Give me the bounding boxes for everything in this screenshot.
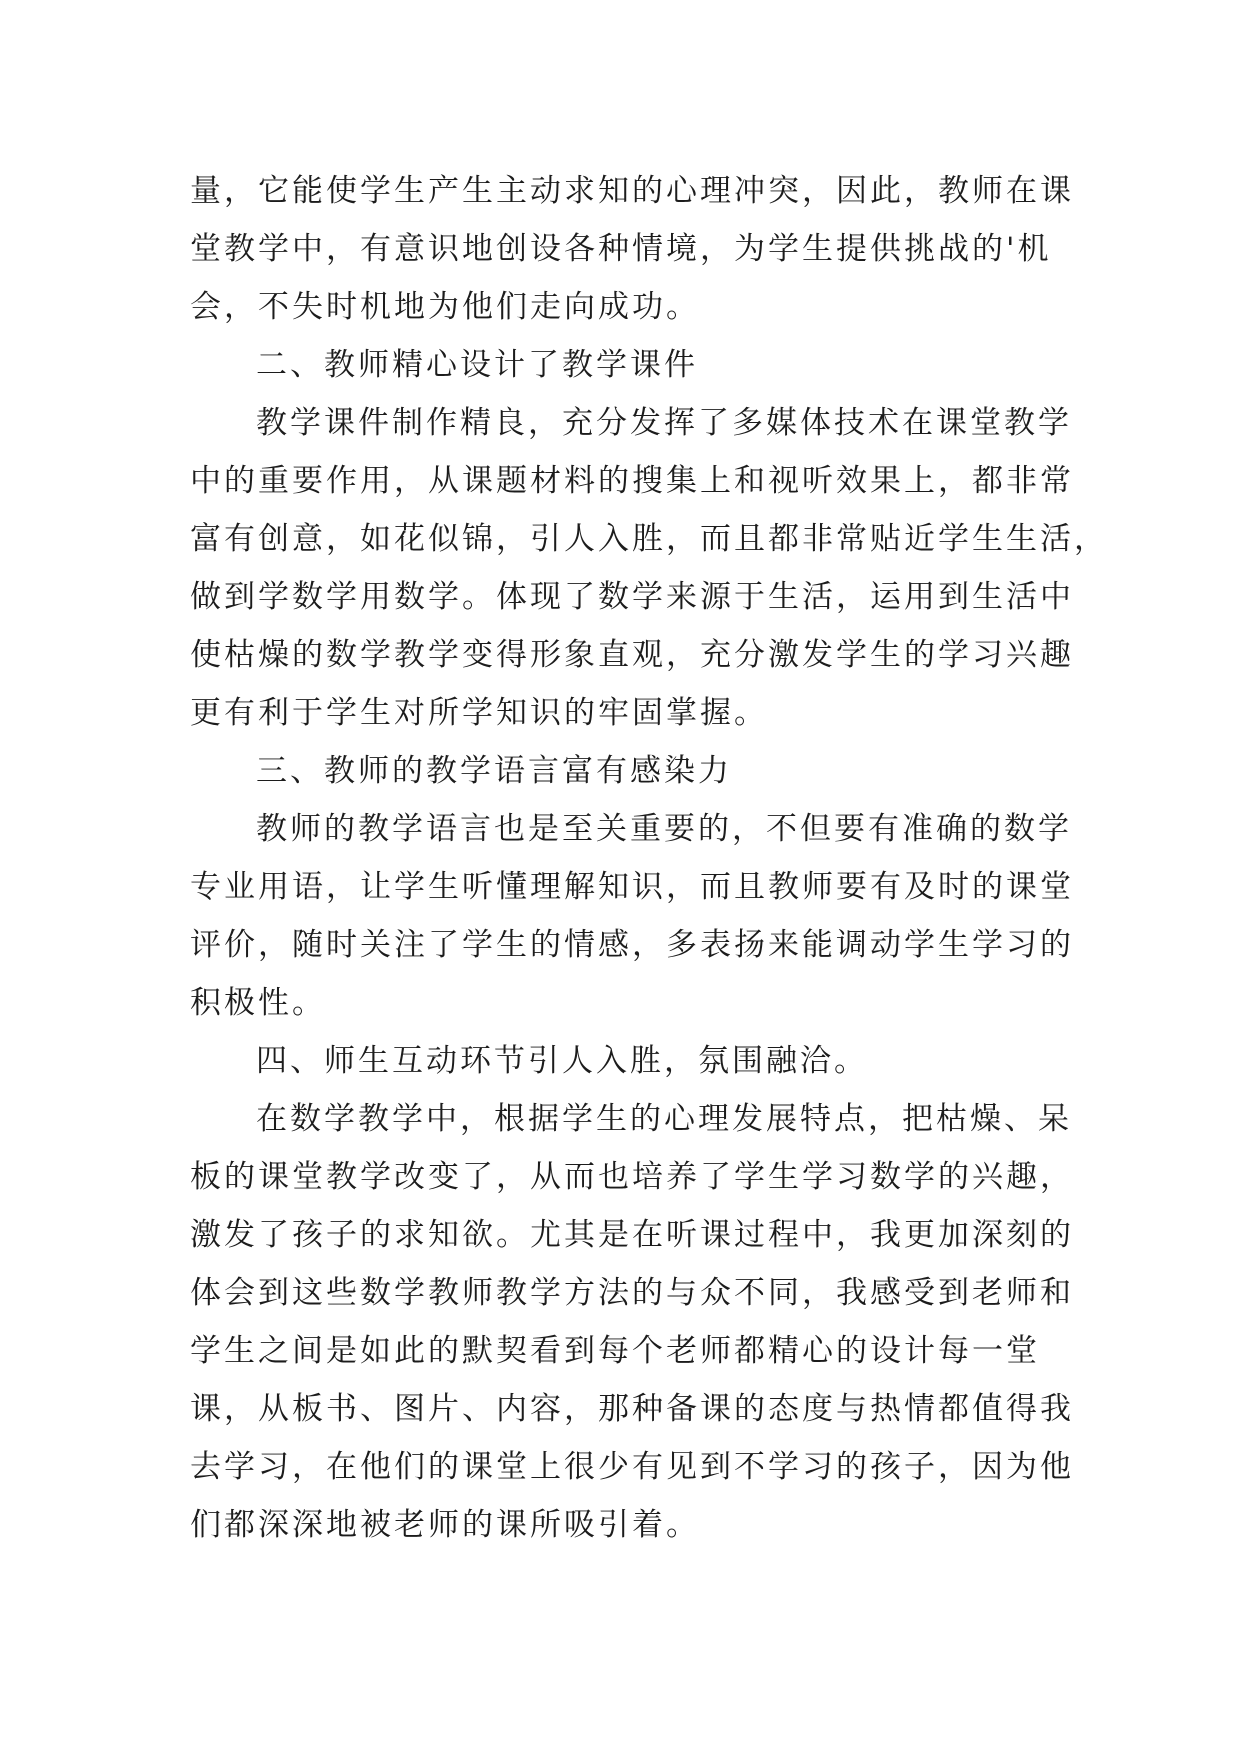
paragraph-line: 教学课件制作精良，充分发挥了多媒体技术在课堂教学 [256, 405, 1072, 441]
paragraph-line: 积极性。 [190, 985, 326, 1021]
paragraph-line: 使枯燥的数学教学变得形象直观，充分激发学生的学习兴趣 [190, 637, 1074, 673]
paragraph-line: 板的课堂教学改变了，从而也培养了学生学习数学的兴趣， [190, 1159, 1074, 1195]
paragraph-line: 做到学数学用数学。体现了数学来源于生活，运用到生活中 [190, 579, 1074, 615]
paragraph-line: 学生之间是如此的默契看到每个老师都精心的设计每一堂 [190, 1333, 1040, 1369]
document-body [190, 162, 1108, 1554]
paragraph-line: 教师的教学语言也是至关重要的，不但要有准确的数学 [256, 811, 1072, 847]
paragraph-line: 富有创意，如花似锦，引人入胜，而且都非常贴近学生生活， [190, 521, 1108, 557]
paragraph-line: 在数学教学中，根据学生的心理发展特点，把枯燥、呆 [256, 1101, 1072, 1137]
paragraph-line: 量，它能使学生产生主动求知的心理冲突，因此，教师在课 [190, 173, 1074, 209]
section-heading-4: 四、师生互动环节引人入胜，氛围融洽。 [256, 1043, 868, 1079]
paragraph-line: 中的重要作用，从课题材料的搜集上和视听效果上，都非常 [190, 463, 1074, 499]
paragraph-line: 评价，随时关注了学生的情感，多表扬来能调动学生学习的 [190, 927, 1074, 963]
paragraph-line: 激发了孩子的求知欲。尤其是在听课过程中，我更加深刻的 [190, 1217, 1074, 1253]
section-heading-2: 二、教师精心设计了教学课件 [256, 347, 698, 383]
paragraph-line: 们都深深地被老师的课所吸引着。 [190, 1507, 700, 1543]
paragraph-line: 专业用语，让学生听懂理解知识，而且教师要有及时的课堂 [190, 869, 1074, 905]
section-heading-3: 三、教师的教学语言富有感染力 [256, 753, 732, 789]
paragraph-line: 更有利于学生对所学知识的牢固掌握。 [190, 695, 768, 731]
paragraph-line: 会，不失时机地为他们走向成功。 [190, 289, 700, 325]
paragraph-line: 课，从板书、图片、内容，那种备课的态度与热情都值得我 [190, 1391, 1074, 1427]
paragraph-line: 堂教学中，有意识地创设各种情境，为学生提供挑战的'机 [190, 231, 1052, 267]
paragraph-line: 去学习，在他们的课堂上很少有见到不学习的孩子，因为他 [190, 1449, 1074, 1485]
paragraph-line: 体会到这些数学教师教学方法的与众不同，我感受到老师和 [190, 1275, 1074, 1311]
